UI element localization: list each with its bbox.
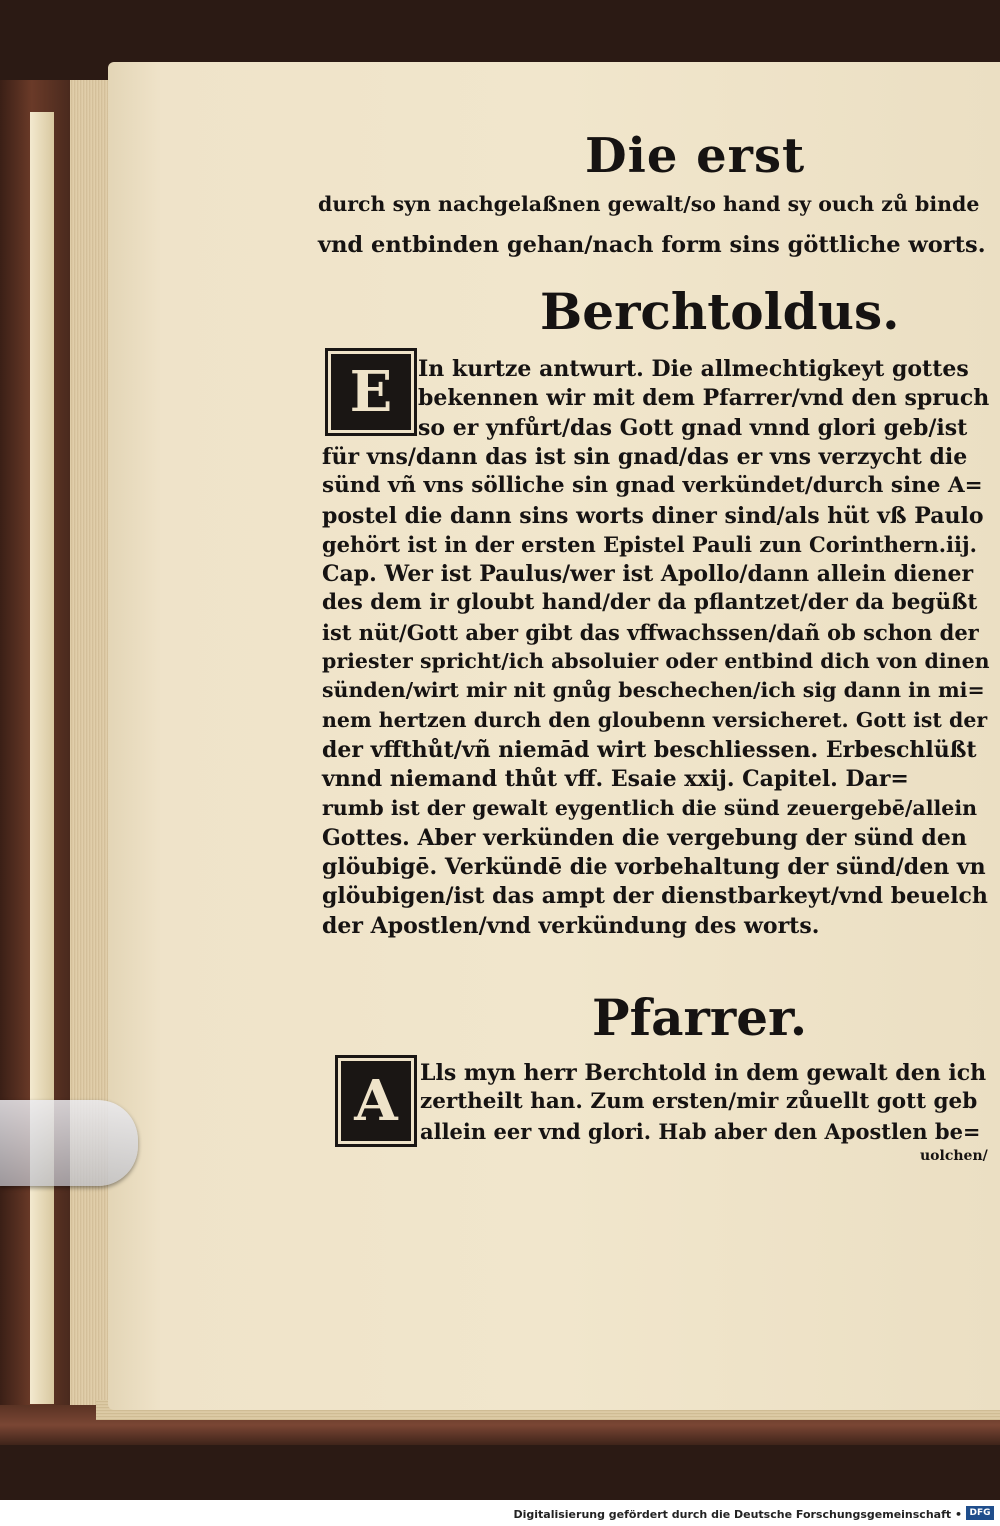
text-line: bekennen wir mit dem Pfarrer/vnd den spruch	[418, 385, 990, 412]
book-clip	[0, 1100, 138, 1186]
text-line: so er ynfůrt/das Gott gnad vnnd glori geb/ist	[418, 414, 968, 441]
text-line: sünd vñ vns sölliche sin gnad verkündet/durch sine A=	[322, 473, 983, 499]
initial-letter: A	[354, 1068, 398, 1134]
text-line: für vns/dann das ist sin gnad/das er vns verzycht die	[322, 443, 968, 470]
text-line: allein eer vnd glori. Hab aber den Apostlen be=	[420, 1118, 981, 1144]
initial-letter: E	[349, 359, 393, 425]
text-line: glöubigē. Verkündē die vorbehaltung der sünd/den vn	[322, 854, 986, 881]
text-line: In kurtze antwurt. Die allmechtigkeyt gottes	[418, 356, 969, 382]
text-line: nem hertzen durch den gloubenn versicheret. Gott ist der	[322, 707, 988, 732]
section-heading-berchtoldus: Berchtoldus.	[540, 282, 900, 341]
text-line: Cap. Wer ist Paulus/wer ist Apollo/dann allein diener	[322, 561, 974, 588]
text-line: zertheilt han. Zum ersten/mir zůuellt gott geb	[420, 1089, 978, 1115]
page-header: Die erst	[585, 128, 806, 184]
intro-line: vnd entbinden gehan/nach form sins göttliche worts.	[318, 232, 986, 258]
text-line: priester spricht/ich absoluier oder entbind dich von dinen	[322, 649, 990, 673]
inner-page-edge	[30, 112, 54, 1404]
text-line: uolchen/	[920, 1147, 988, 1164]
text-line: sünden/wirt mir nit gnůg beschechen/ich sig dann in mi=	[322, 678, 985, 703]
text-line: vnnd niemand thůt vff. Esaie xxij. Capitel. Dar=	[322, 766, 909, 793]
footer-bar	[0, 1500, 1000, 1526]
text-line: rumb ist der gewalt eygentlich die sünd zeuergebē/allein	[322, 795, 978, 820]
dfg-logo: DFG	[966, 1506, 994, 1520]
decorated-initial	[335, 1055, 417, 1147]
text-line: ist nüt/Gott aber gibt das vffwachssen/dañ ob schon der	[322, 619, 979, 645]
text-line: Gottes. Aber verkünden die vergebung der sünd den	[322, 824, 967, 851]
decorated-initial	[325, 348, 417, 436]
text-line: der Apostlen/vnd verkündung des worts.	[322, 912, 820, 939]
page-stack-left	[70, 80, 110, 1415]
text-line: Lls myn herr Berchtold in dem gewalt den ich	[420, 1060, 987, 1086]
text-line: glöubigen/ist das ampt der dienstbarkeyt/vnd beuelch	[322, 883, 988, 910]
intro-line: durch syn nachgelaßnen gewalt/so hand sy ouch zů binde	[318, 192, 980, 216]
section-heading-pfarrer: Pfarrer.	[592, 988, 808, 1047]
text-line: des dem ir gloubt hand/der da pflantzet/der da begüßt	[322, 590, 978, 616]
text-line: gehört ist in der ersten Epistel Pauli zun Corinthern.iij.	[322, 531, 977, 557]
text-line: postel die dann sins worts diner sind/als hüt vß Paulo	[322, 502, 984, 529]
footer-credit: Digitalisierung gefördert durch die Deutsche Forschungsgemeinschaft •	[513, 1508, 962, 1521]
text-line: der vffthůt/vñ niemād wirt beschliessen. Erbeschlüßt	[322, 736, 977, 763]
